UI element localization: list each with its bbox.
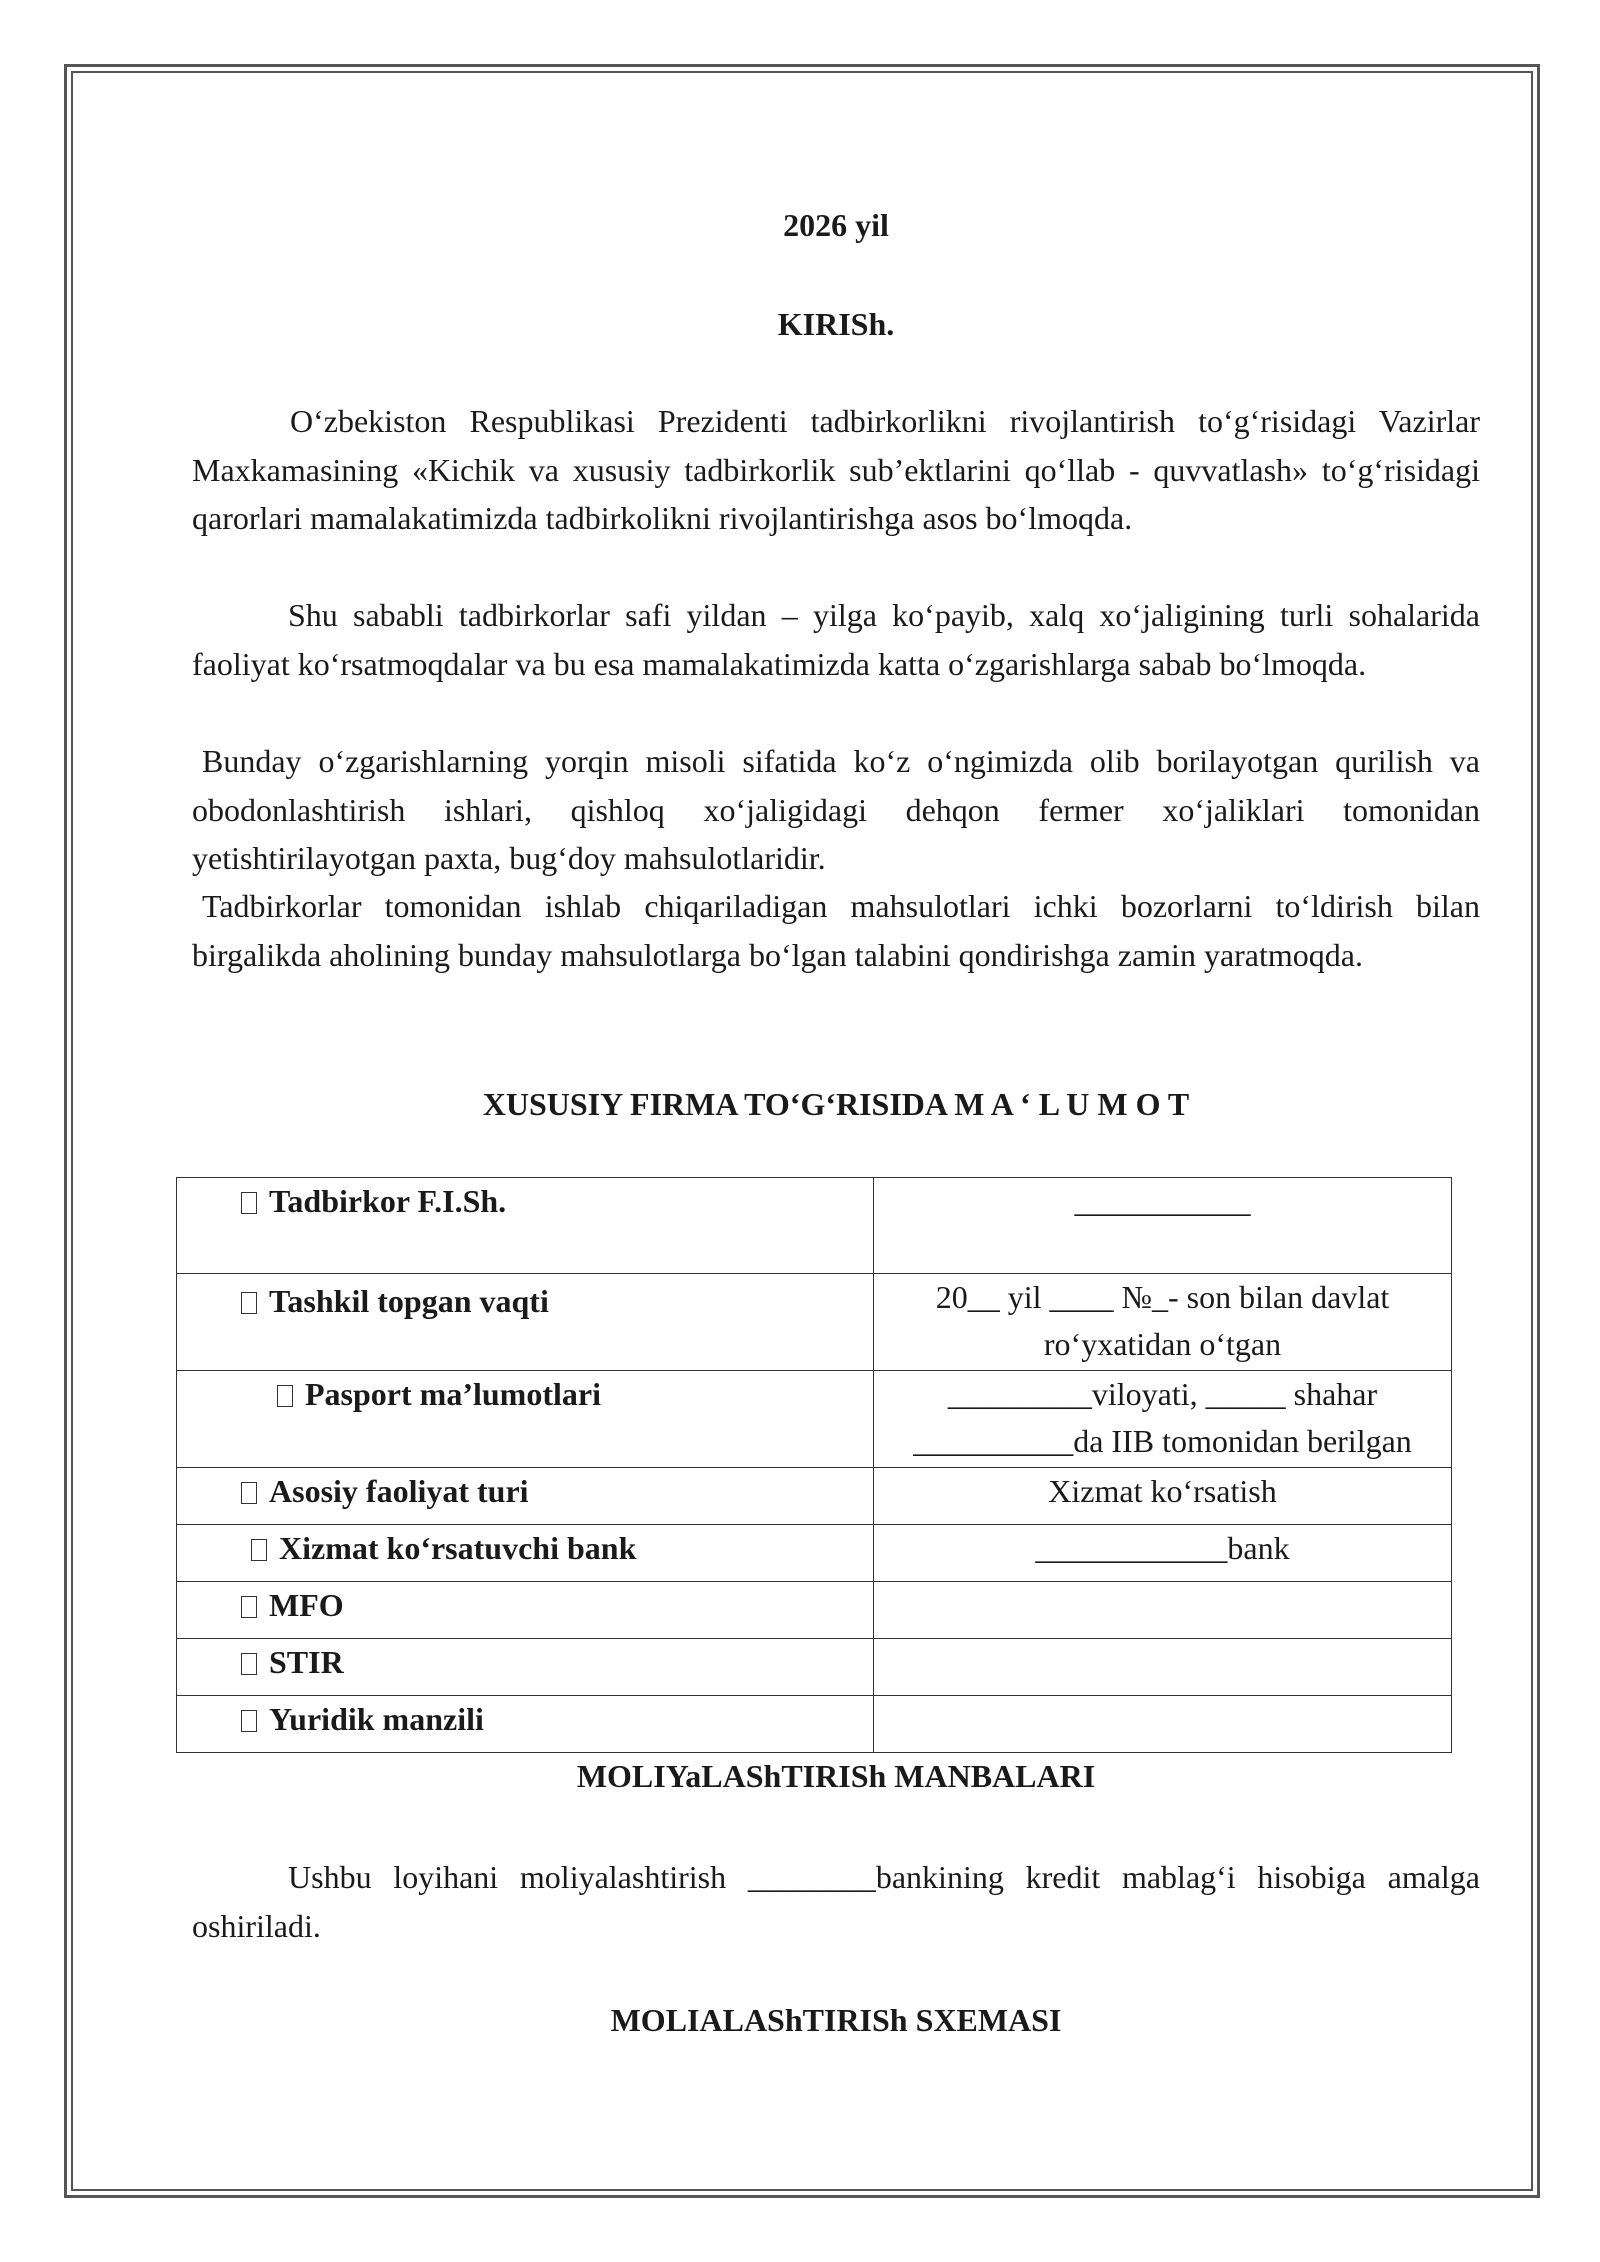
checkbox-icon	[241, 1192, 257, 1214]
table-label-cell	[177, 1639, 874, 1696]
checkbox-icon	[241, 1596, 257, 1618]
firm-info-table	[176, 1177, 1452, 1753]
checkbox-icon	[251, 1539, 267, 1561]
intro-heading: KIRISh.	[777, 306, 895, 342]
table-value-cell	[874, 1525, 1452, 1582]
row-value-line: _________viloyati, _____ shahar	[947, 1376, 1378, 1412]
row-label: Yuridik manzili	[269, 1701, 484, 1737]
row-label: Xizmat ko‘rsatuvchi bank	[279, 1530, 637, 1566]
funding-scheme-heading: MOLIALAShTIRISh SXEMASI	[610, 2002, 1062, 2038]
year-heading: 2026 yil	[783, 207, 889, 243]
intro-paragraph: Bunday o‘zgarishlarning yorqin misoli sifatida ko‘z o‘ngimizda olib borilayotgan qurilish va obodonlashtirish ishlari, qishloq xo‘jaligidagi dehqon fermer xo‘jaliklari tomonidan yetishtirilayotgan paxta, bug‘doy mahsulotlaridir.	[192, 743, 1480, 876]
checkbox-icon	[277, 1385, 293, 1407]
row-value-line: ____________bank	[1035, 1530, 1290, 1566]
intro-paragraph: O‘zbekiston Respublikasi Prezidenti tadbirkorlikni rivojlantirish to‘g‘risidagi Vazirlar Maxkamasining «Kichik va xususiy tadbirkorlik sub’ektlarini qo‘llab - quvvatlash» to‘g‘risidagi qarorlari mamalakatimizda tadbirkolikni rivojlantirishga asos bo‘lmoqda.	[192, 403, 1480, 536]
intro-paragraph: Shu sababli tadbirkorlar safi yildan – yilga ko‘payib, xalq xo‘jaligining turli sohalarida faoliyat ko‘rsatmoqdalar va bu esa mamalakatimizda katta o‘zgarishlarga sabab bo‘lmoqda.	[192, 597, 1480, 682]
table-label-cell	[177, 1525, 874, 1582]
table-label-cell	[177, 1696, 874, 1753]
table-label-cell	[177, 1582, 874, 1639]
table-value-cell	[874, 1371, 1452, 1468]
row-label: Tashkil topgan vaqti	[269, 1283, 549, 1319]
table-value-cell	[874, 1696, 1452, 1753]
checkbox-icon	[241, 1292, 257, 1314]
table-value-cell	[874, 1582, 1452, 1639]
table-value-cell	[874, 1178, 1452, 1274]
row-value-line: Xizmat ko‘rsatish	[1048, 1473, 1277, 1509]
checkbox-icon	[241, 1653, 257, 1675]
funding-sources-text: Ushbu loyihani moliyalashtirish ________bankining kredit mablag‘i hisobiga amalga oshiriladi.	[192, 1859, 1480, 1944]
row-value-line: __________da IIB tomonidan berilgan	[913, 1423, 1412, 1459]
table-label-cell	[177, 1468, 874, 1525]
table-row	[177, 1696, 1452, 1753]
table-row	[177, 1371, 1452, 1468]
row-label: Pasport ma’lumotlari	[305, 1376, 601, 1412]
row-label: MFO	[269, 1587, 344, 1623]
row-label: Tadbirkor F.I.Sh.	[269, 1183, 507, 1219]
intro-paragraph: Tadbirkorlar tomonidan ishlab chiqariladigan mahsulotlari ichki bozorlarni to‘ldirish bilan birgalikda aholining bunday mahsulotlarga bo‘lgan talabini qondirishga zamin yaratmoqda.	[192, 888, 1480, 973]
firm-info-heading: XUSUSIY FIRMA TO‘G‘RISIDA M A ‘ L U M O T	[482, 1086, 1190, 1122]
table-row	[177, 1274, 1452, 1371]
row-label: STIR	[269, 1644, 344, 1680]
checkbox-icon	[241, 1482, 257, 1504]
table-label-cell	[177, 1274, 874, 1371]
funding-sources-heading: MOLIYaLAShTIRISh MANBALARI	[576, 1758, 1096, 1794]
row-value-line: 20__ yil ____ №_- son bilan davlat	[935, 1279, 1390, 1315]
table-row	[177, 1582, 1452, 1639]
table-value-cell	[874, 1468, 1452, 1525]
table-row	[177, 1639, 1452, 1696]
table-label-cell	[177, 1371, 874, 1468]
table-label-cell	[177, 1178, 874, 1274]
table-row	[177, 1525, 1452, 1582]
table-row	[177, 1468, 1452, 1525]
checkbox-icon	[241, 1710, 257, 1732]
table-value-cell	[874, 1639, 1452, 1696]
table-value-cell	[874, 1274, 1452, 1371]
table-row	[177, 1178, 1452, 1274]
row-value-line: ro‘yxatidan o‘tgan	[1043, 1326, 1282, 1362]
row-label: Asosiy faoliyat turi	[269, 1473, 529, 1509]
row-value-line: ___________	[1074, 1183, 1251, 1219]
